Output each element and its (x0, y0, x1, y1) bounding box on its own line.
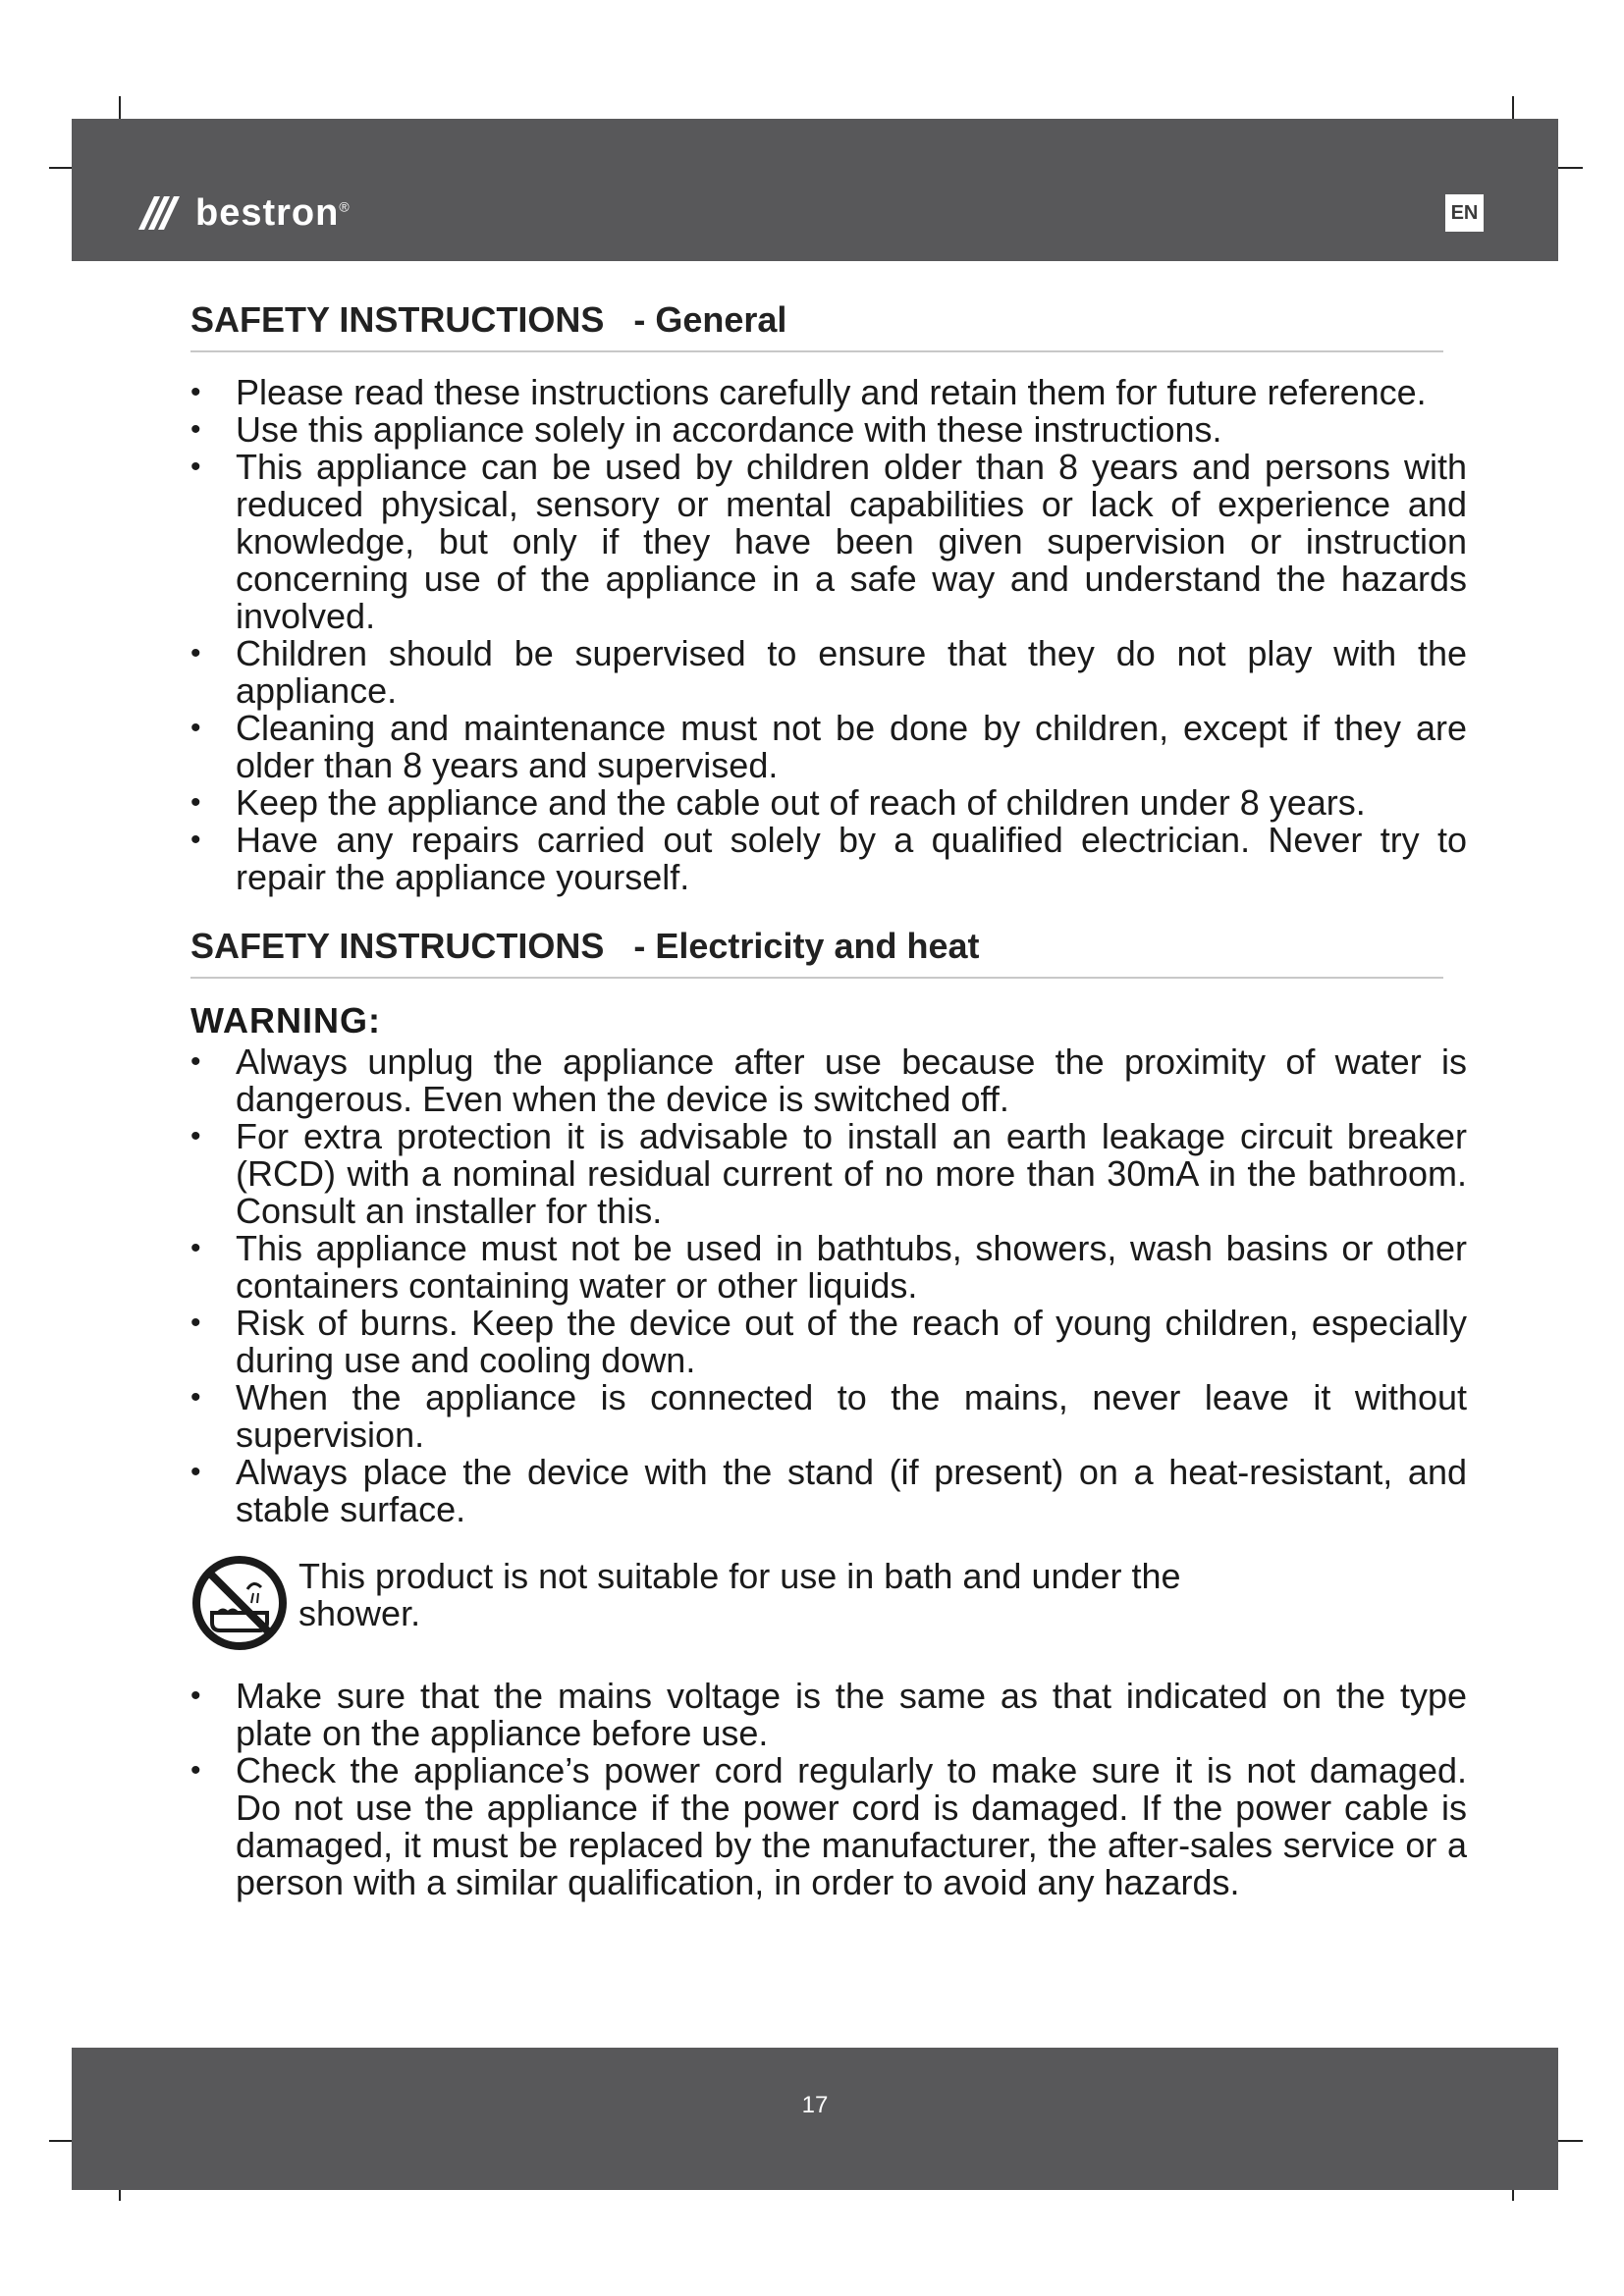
general-instructions-list (190, 374, 1467, 896)
list-item: • Keep the appliance and the cable out of reach of children under 8 years. (190, 784, 1467, 822)
electricity-instructions-list-continued (190, 1678, 1467, 1901)
page-number: 17 (801, 2092, 829, 2118)
list-item: • Cleaning and maintenance must not be done by children, except if they are older than 8 years and supervised. (190, 710, 1467, 784)
brand-name: bestron® (195, 191, 351, 234)
list-item: • This appliance can be used by children older than 8 years and persons with reduced physical, sensory or mental capabilities or lack of experience and knowledge, but only if they have been given supervision or instruction concerning use of the appliance in a safe way and understand the hazards involved. (190, 449, 1467, 635)
bath-warning-text: This product is not suitable for use in bath and under the shower. (298, 1556, 1181, 1633)
list-item: • This appliance must not be used in bathtubs, showers, wash basins or other containers containing water or other liquids. (190, 1230, 1467, 1305)
list-item: • Children should be supervised to ensure that they do not play with the appliance. (190, 635, 1467, 710)
section-heading-general: SAFETY INSTRUCTIONS - General (190, 299, 1443, 352)
section-heading-electricity: SAFETY INSTRUCTIONS - Electricity and heat (190, 926, 1443, 979)
footer-bar (72, 2048, 1558, 2190)
header-bar (72, 119, 1558, 261)
list-item: • Risk of burns. Keep the device out of the reach of young children, especially during use and cooling down. (190, 1305, 1467, 1379)
bath-warning-notice (190, 1554, 1467, 1652)
electricity-instructions-list (190, 1043, 1467, 1528)
list-item: • Have any repairs carried out solely by a qualified electrician. Never try to repair the appliance yourself. (190, 822, 1467, 896)
list-item: • Please read these instructions carefully and retain them for future reference. (190, 374, 1467, 411)
list-item: • Check the appliance’s power cord regularly to make sure it is not damaged. Do not use the appliance if the power cord is damaged. If the power cable is damaged, it must be replaced by the manufacturer, the after-sales service or a person with a similar qualification, in order to avoid any hazards. (190, 1752, 1467, 1901)
list-item: • Always place the device with the stand (if present) on a heat-resistant, and stable surface. (190, 1454, 1467, 1528)
list-item: • For extra protection it is advisable to install an earth leakage circuit breaker (RCD) with a nominal residual current of no more than 30mA in the bathroom. Consult an installer for this. (190, 1118, 1467, 1230)
list-item: • Make sure that the mains voltage is the same as that indicated on the type plate on the appliance before use. (190, 1678, 1467, 1752)
page-content (190, 291, 1467, 1901)
list-item: • Always unplug the appliance after use because the proximity of water is dangerous. Even when the device is switched off. (190, 1043, 1467, 1118)
brand-logo (138, 191, 351, 234)
list-item: • When the appliance is connected to the mains, never leave it without supervision. (190, 1379, 1467, 1454)
no-bath-icon (190, 1554, 289, 1652)
language-badge: EN (1445, 194, 1484, 232)
list-item: • Use this appliance solely in accordance with these instructions. (190, 411, 1467, 449)
warning-label: WARNING: (190, 1000, 381, 1041)
brand-chevron-icon (138, 196, 182, 230)
